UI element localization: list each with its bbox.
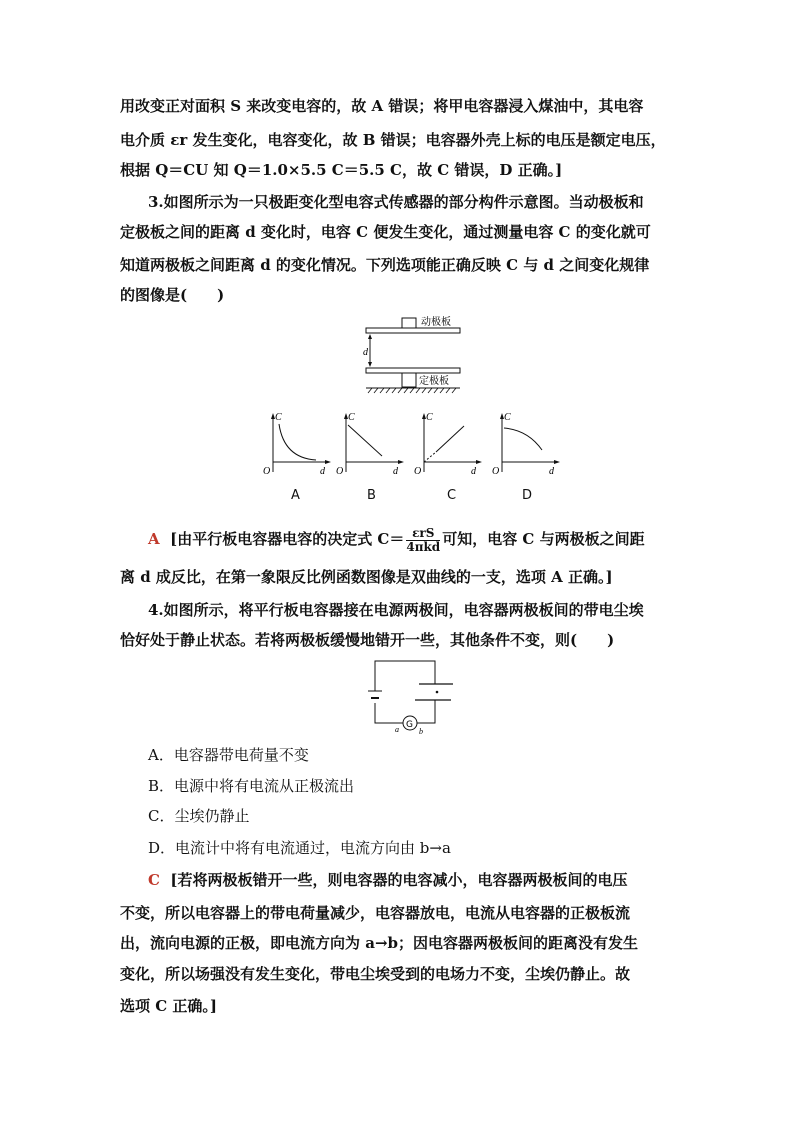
capacitance-fraction	[406, 527, 440, 554]
axis-label-d: d	[320, 466, 325, 477]
circuit-diagram	[365, 656, 465, 736]
question-3-line: 定极板之间的距离 d 变化时，电容 C 便发生变化，通过测量电容 C 的变化就可	[120, 223, 651, 241]
option-b: B．电源中将有电流从正极流出	[148, 777, 355, 795]
graph-c	[414, 412, 482, 477]
text-line: 根据 Q＝CU 知 Q＝1.0×5.5 C＝5.5 C，故 C 错误，D 正确。]	[120, 161, 563, 179]
axis-label-c: C	[348, 412, 355, 423]
question-3-line: 知道两极板之间距离 d 的变化情况。下列选项能正确反映 C 与 d 之间变化规律	[120, 256, 650, 274]
answer-4-letter: C	[148, 871, 160, 889]
fixed-plate-label: 定极板	[419, 376, 449, 387]
sensor-diagram	[360, 310, 470, 400]
question-3-line: 的图像是( )	[120, 286, 225, 304]
galvanometer-label: G	[406, 720, 413, 730]
axis-label-c: C	[275, 412, 282, 423]
origin-label: O	[492, 466, 500, 477]
moving-plate-label: 动极板	[421, 317, 451, 328]
option-c: C．尘埃仍静止	[148, 807, 250, 825]
axis-label-d: d	[471, 466, 476, 477]
fraction-denominator: 4πkd	[406, 539, 441, 554]
answer-3-text: [由平行板电容器电容的决定式 C＝	[170, 530, 405, 548]
answer-4-text: [若将两极板错开一些，则电容器的电容减小，电容器两极板间的电压	[170, 871, 628, 889]
answer-3-letter: A	[148, 530, 160, 548]
fraction-numerator: εrS	[406, 527, 440, 541]
terminal-a-label: a	[395, 725, 399, 734]
graph-b	[336, 412, 404, 477]
graph-label-a: A	[291, 488, 300, 503]
answer-3-text: 可知，电容 C 与两极板之间距	[442, 530, 645, 548]
graph-options	[258, 410, 568, 478]
origin-label: O	[263, 466, 271, 477]
axis-label-c: C	[426, 412, 433, 423]
answer-4-line: 出，流向电源的正极，即电流方向为 a→b；因电容器两极板间的距离没有发生	[120, 934, 639, 952]
graph-a	[263, 412, 331, 477]
terminal-b-label: b	[419, 727, 423, 736]
axis-label-d: d	[549, 466, 554, 477]
answer-3-line: 离 d 成反比，在第一象限反比例函数图像是双曲线的一支，选项 A 正确。]	[120, 568, 613, 586]
answer-4-line	[148, 870, 628, 890]
option-d: D．电流计中将有电流通过，电流方向由 b→a	[148, 839, 451, 857]
graph-d	[492, 412, 560, 477]
question-4-line: 恰好处于静止状态。若将两极板缓慢地错开一些，其他条件不变，则( )	[120, 631, 615, 649]
d-label: d	[363, 347, 368, 358]
axis-label-c: C	[504, 412, 511, 423]
text-line: 电介质 εr 发生变化，电容变化，故 B 错误；电容器外壳上标的电压是额定电压，	[120, 131, 666, 149]
option-a: A．电容器带电荷量不变	[148, 746, 309, 764]
text-line: 用改变正对面积 S 来改变电容的，故 A 错误；将甲电容器浸入煤油中，其电容	[120, 97, 644, 115]
axis-label-d: d	[393, 466, 398, 477]
answer-4-line: 选项 C 正确。]	[120, 997, 217, 1015]
graph-label-d: D	[522, 488, 533, 503]
origin-label: O	[336, 466, 344, 477]
answer-4-line: 变化，所以场强没有发生变化，带电尘埃受到的电场力不变，尘埃仍静止。故	[120, 965, 631, 983]
graph-label-b: B	[367, 488, 376, 503]
graph-label-c: C	[447, 488, 457, 503]
question-3-line: 3.如图所示为一只极距变化型电容式传感器的部分构件示意图。当动极板和	[148, 193, 644, 211]
answer-3-line	[148, 524, 645, 554]
dust-particle	[436, 691, 439, 694]
origin-label: O	[414, 466, 422, 477]
question-4-line: 4.如图所示，将平行板电容器接在电源两极间，电容器两极板间的带电尘埃	[148, 601, 644, 619]
answer-4-line: 不变，所以电容器上的带电荷量减少，电容器放电，电流从电容器的正极板流	[120, 904, 631, 922]
